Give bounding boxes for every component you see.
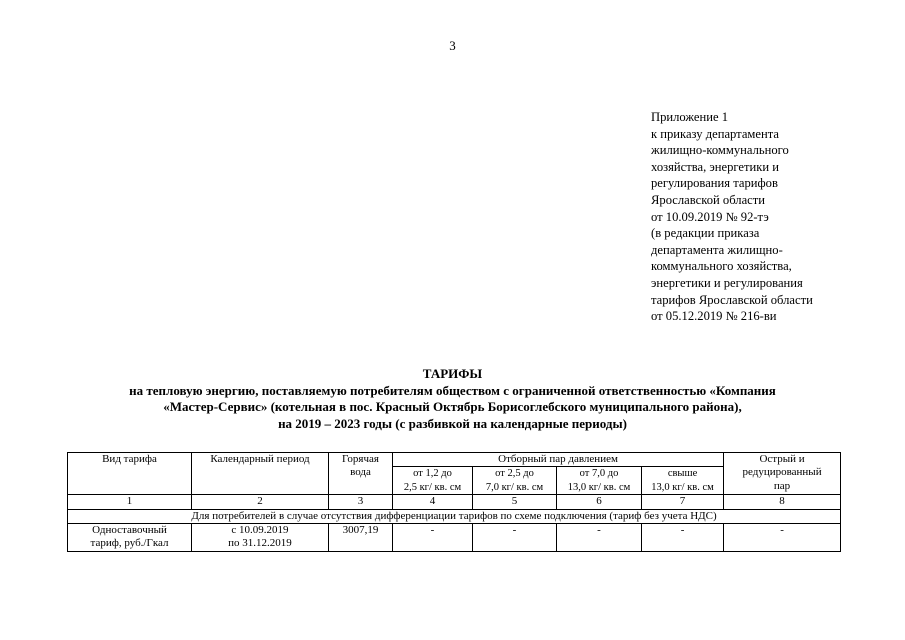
- cell-steam: -: [393, 524, 473, 552]
- title-line: «Мастер-Сервис» (котельная в пос. Красный Октябрь Борисоглебского муниципального района),: [163, 399, 742, 414]
- header-steam-range: от 2,5 до 7,0 кг/ кв. см: [473, 467, 557, 495]
- header-hot-water: Горячая вода: [329, 453, 393, 495]
- appendix-line: энергетики и регулирования: [651, 275, 803, 290]
- header-steam-range: свыше 13,0 кг/ кв. см: [642, 467, 724, 495]
- title-line: на тепловую энергию, поставляемую потребителям обществом с ограниченной ответственностью «Компания: [129, 382, 776, 398]
- appendix-line: от 05.12.2019 № 216-ви: [651, 309, 777, 324]
- appendix-line: коммунального хозяйства,: [651, 259, 792, 274]
- appendix-line: регулирования тарифов: [651, 176, 778, 191]
- column-number: 6: [557, 495, 642, 509]
- column-number: 8: [724, 495, 841, 509]
- appendix-line: жилищно-коммунального: [651, 143, 789, 158]
- cell-steam: -: [642, 524, 724, 552]
- cell-steam: -: [473, 524, 557, 552]
- cell-steam: -: [557, 524, 642, 552]
- column-number: 4: [393, 495, 473, 509]
- column-number: 7: [642, 495, 724, 509]
- column-number: 1: [68, 495, 192, 509]
- column-number: 3: [329, 495, 393, 509]
- header-steam-range: от 1,2 до 2,5 кг/ кв. см: [393, 467, 473, 495]
- appendix-line: Ярославской области: [651, 192, 765, 207]
- appendix-line: департамента жилищно-: [651, 242, 783, 257]
- page-number: 3: [449, 38, 456, 53]
- section-row: [68, 509, 841, 523]
- column-number: 5: [473, 495, 557, 509]
- title-line: на 2019 – 2023 годы (с разбивкой на календарные периоды): [278, 415, 627, 431]
- header-period: Календарный период: [192, 453, 329, 495]
- tariff-table: [67, 452, 841, 552]
- table-row: [68, 524, 841, 552]
- appendix-line: к приказу департамента: [651, 126, 779, 141]
- appendix-line: тарифов Ярославской области: [651, 292, 813, 307]
- appendix-line: (в редакции приказа: [651, 226, 760, 241]
- title-heading: ТАРИФЫ: [422, 366, 483, 381]
- cell-period: с 10.09.2019 по 31.12.2019: [192, 524, 329, 552]
- header-acute-steam: Острый и редуцированный пар: [724, 453, 841, 495]
- appendix-line: от 10.09.2019 № 92-тэ: [651, 209, 769, 224]
- cell-hot-water: 3007,19: [329, 524, 393, 552]
- header-steam: Отборный пар давлением: [393, 453, 724, 467]
- header-steam-range: от 7,0 до 13,0 кг/ кв. см: [557, 467, 642, 495]
- appendix-block: [651, 109, 891, 325]
- appendix-line: Приложение 1: [651, 110, 729, 124]
- appendix-line: хозяйства, энергетики и: [651, 159, 779, 174]
- header-tariff-type: Вид тарифа: [68, 453, 192, 495]
- cell-acute-steam: -: [724, 524, 841, 552]
- column-number-row: [68, 495, 841, 509]
- document-title: [30, 366, 875, 432]
- section-label: Для потребителей в случае отсутствия дифференциации тарифов по схеме подключения (тариф без учета НДС): [68, 509, 841, 523]
- table-header-row: [68, 453, 841, 467]
- column-number: 2: [192, 495, 329, 509]
- cell-tariff-type: Одноставочный тариф, руб./Гкал: [68, 524, 192, 552]
